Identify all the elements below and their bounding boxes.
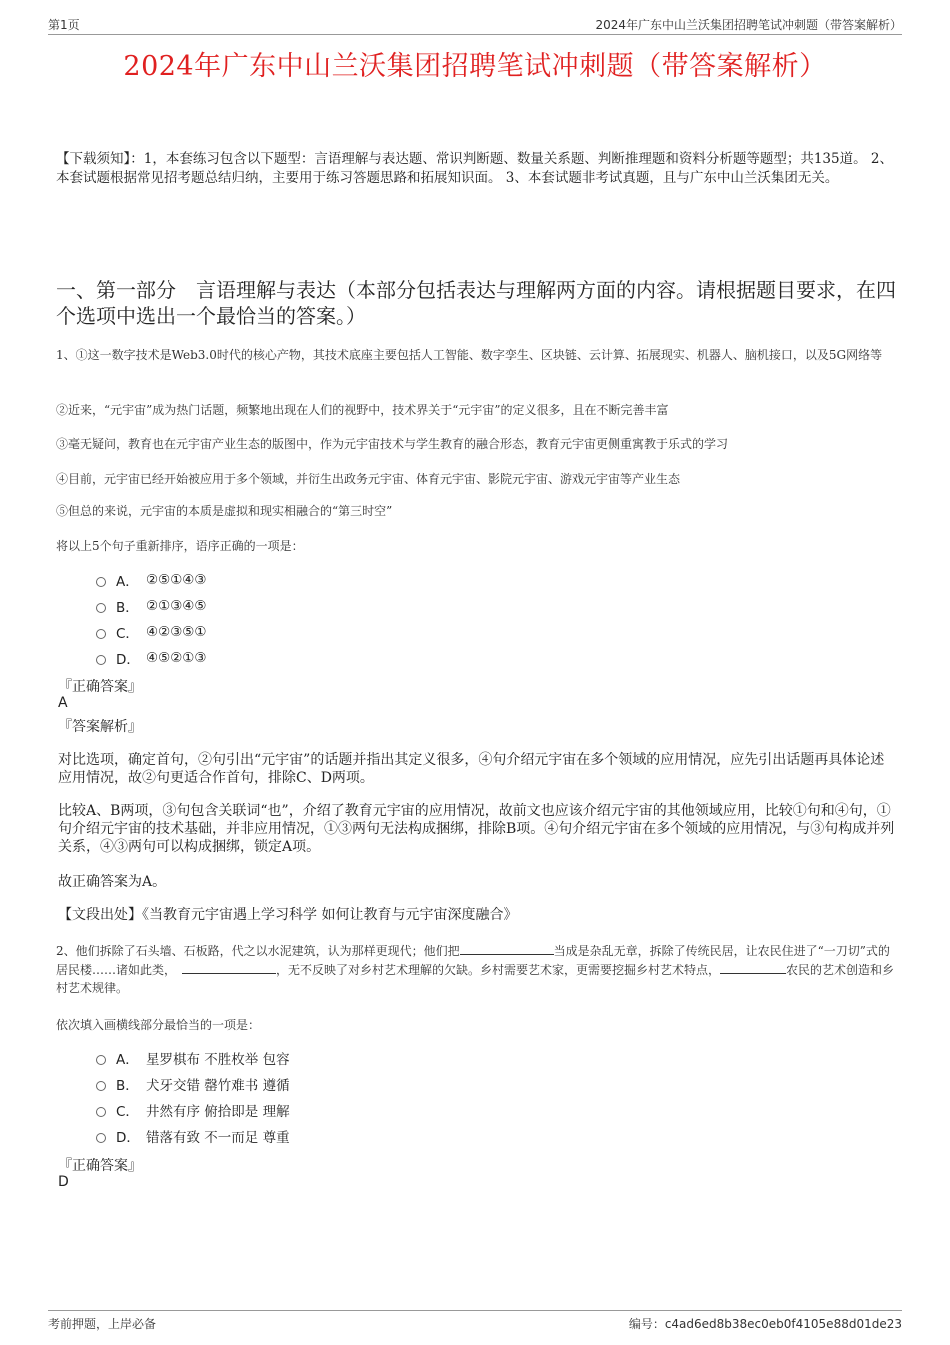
header-doc-title: 2024年广东中山兰沃集团招聘笔试冲刺题（带答案解析） (595, 18, 902, 32)
q2-option-d[interactable]: D． 错落有致 不一而足 尊重 (96, 1123, 290, 1149)
q1-analysis-conclusion: 故正确答案为A。 (58, 874, 167, 890)
q2-answer-label: 『正确答案』 (58, 1158, 142, 1174)
download-notice: 【下载须知】：1，本套练习包含以下题型：言语理解与表达题、常识判断题、数量关系题、判断推理题和资料分析题等题型；共135道。 2、本套试题根据常见招考题总结归纳，主要用于练习答题思路和拓展知识面。 3、本套试题非考试真题，且与广东中山兰沃集团无关。 (56, 151, 893, 186)
q2-blank-2 (182, 960, 276, 974)
q2-option-a[interactable]: A． 星罗棋布 不胜枚举 包容 (96, 1045, 290, 1071)
q1-source: 【文段出处】《当教育元宇宙遇上学习科学 如何让教育与元宇宙深度融合》 (58, 907, 518, 923)
q1-option-a[interactable]: A． ②⑤①④③ (96, 567, 207, 593)
q1-answer: A (58, 695, 68, 711)
page-number: 第1页 (48, 18, 80, 32)
radio-icon[interactable] (96, 1133, 106, 1143)
page-header (48, 14, 902, 35)
q1-sentence-2: ②近来，“元宇宙”成为热门话题，频繁地出现在人们的视野中，技术界关于“元宇宙”的定义很多，且在不断完善丰富 (56, 403, 669, 417)
q2-blank-1 (460, 941, 554, 955)
q1-analysis-paragraph-1: 对比选项，确定首句，②句引出“元宇宙”的话题并指出其定义很多，④句介绍元宇宙在多个领域的应用情况，应先引出话题再具体论述应用情况，故②句更适合作首句，排除C、D两项。 (58, 752, 885, 786)
q2-options (96, 1045, 290, 1149)
radio-icon[interactable] (96, 1107, 106, 1117)
q2-stem: 2、他们拆除了石头墙、石板路，代之以水泥建筑，认为那样更现代；他们把 当成是杂乱无章，拆除了传统民居，让农民住进了“一刀切”式的居民楼……诸如此类， ，无不反映了对乡村艺术理解的欠缺。乡村需要艺术家，更需要挖掘乡村艺术特点， 农民的艺术创造和乡村艺术规律。 (56, 941, 898, 997)
radio-icon[interactable] (96, 603, 106, 613)
q1-options (96, 567, 207, 671)
page-footer (48, 1310, 902, 1333)
q1-sentence-3: ③毫无疑问，教育也在元宇宙产业生态的版图中，作为元宇宙技术与学生教育的融合形态，教育元宇宙更侧重寓教于乐式的学习 (56, 437, 729, 451)
q1-option-d[interactable]: D． ④⑤②①③ (96, 645, 207, 671)
q1-analysis-label: 『答案解析』 (58, 719, 142, 735)
q2-option-b[interactable]: B． 犬牙交错 罄竹难书 遵循 (96, 1071, 290, 1097)
q1-option-b[interactable]: B． ②①③④⑤ (96, 593, 207, 619)
q1-answer-label: 『正确答案』 (58, 679, 142, 695)
radio-icon[interactable] (96, 655, 106, 665)
radio-icon[interactable] (96, 577, 106, 587)
radio-icon[interactable] (96, 1081, 106, 1091)
q2-prompt: 依次填入画横线部分最恰当的一项是： (56, 1018, 261, 1032)
q1-sentence-4: ④目前，元宇宙已经开始被应用于多个领域，并衍生出政务元宇宙、体育元宇宙、影院元宇宙、游戏元宇宙等产业生态 (56, 472, 681, 486)
q2-answer: D (58, 1174, 69, 1190)
q1-sentence-1: 1、①这一数字技术是Web3.0时代的核心产物，其技术底座主要包括人工智能、数字孪生、区块链、云计算、拓展现实、机器人、脑机接口，以及5G网络等 (56, 348, 883, 362)
q1-sentence-5: ⑤但总的来说，元宇宙的本质是虚拟和现实相融合的“第三时空” (56, 504, 393, 518)
radio-icon[interactable] (96, 1055, 106, 1065)
q2-blank-3 (720, 960, 786, 974)
q1-analysis-paragraph-2: 比较A、B两项，③句包含关联词“也”，介绍了教育元宇宙的应用情况，故前文也应该介绍元宇宙的其他领域应用，比较①句和④句，①句介绍元宇宙的技术基础，并非应用情况，①③两句无法构成捆绑，排除B项。④句介绍元宇宙在多个领域的应用情况，与③句构成并列关系，④③两句可以构成捆绑，锁定A项。 (58, 803, 895, 855)
q2-option-c[interactable]: C． 井然有序 俯拾即是 理解 (96, 1097, 290, 1123)
q1-option-c[interactable]: C． ④②③⑤① (96, 619, 207, 645)
radio-icon[interactable] (96, 629, 106, 639)
footer-slogan: 考前押题，上岸必备 (48, 1317, 157, 1331)
footer-code: 编号：c4ad6ed8b38ec0eb0f4105e88d01de23 (628, 1317, 902, 1331)
q1-prompt: 将以上5个句子重新排序，语序正确的一项是： (56, 539, 304, 553)
section-heading: 一、第一部分 言语理解与表达（本部分包括表达与理解两方面的内容。请根据题目要求，在四个选项中选出一个最恰当的答案。） (56, 278, 896, 328)
document-title: 2024年广东中山兰沃集团招聘笔试冲刺题（带答案解析） (123, 51, 827, 82)
